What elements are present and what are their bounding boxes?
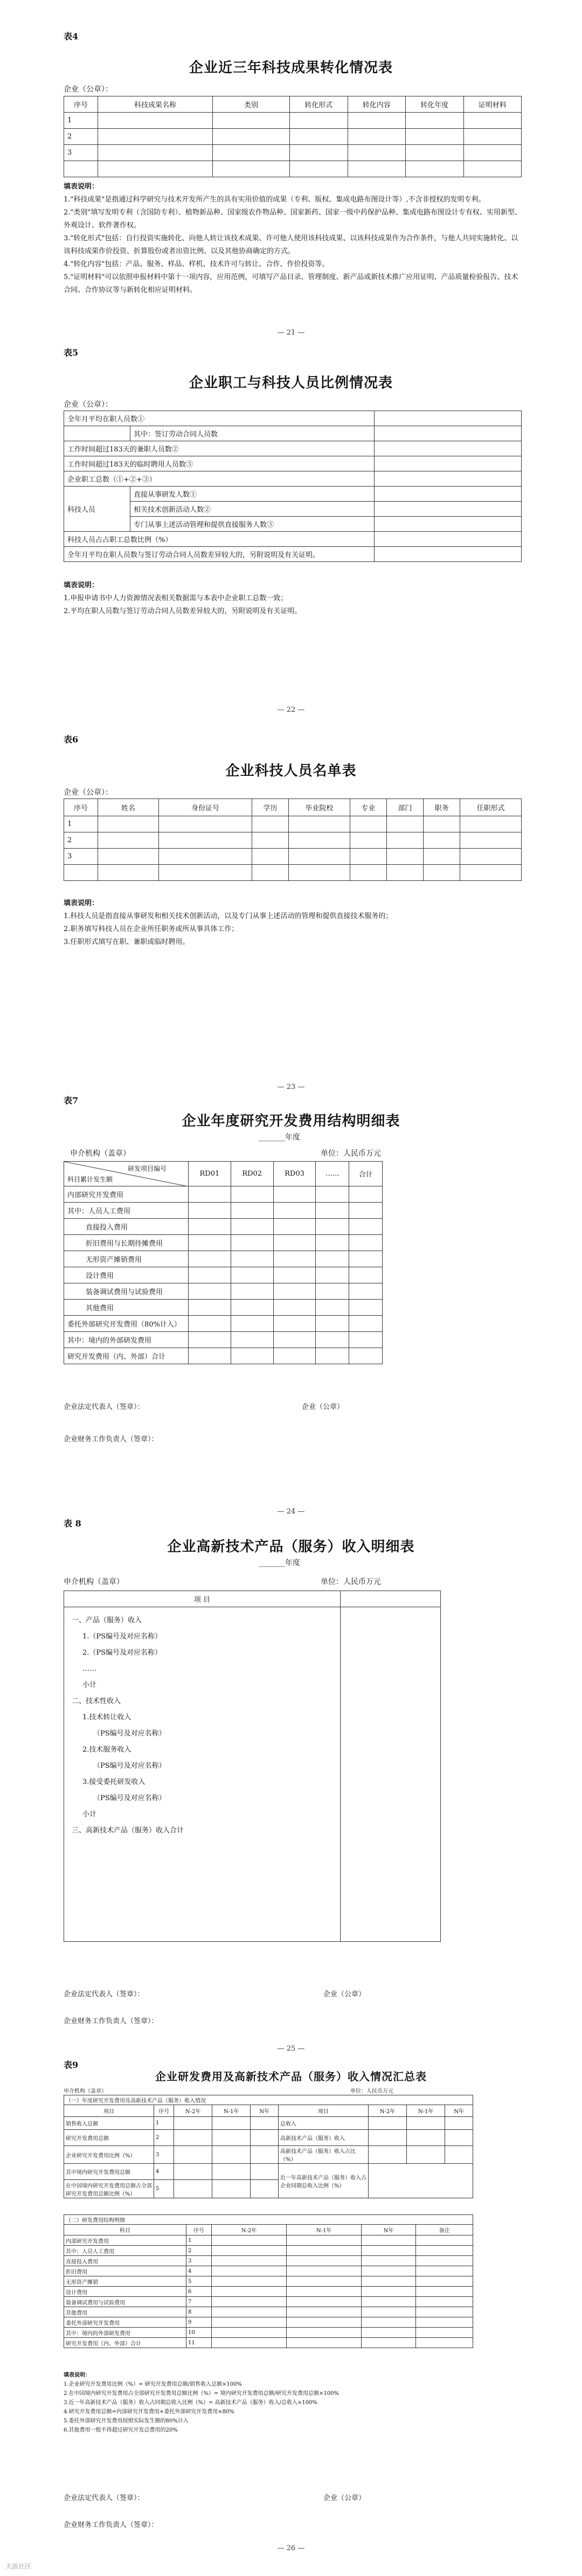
table-row [64, 849, 522, 865]
note-item: 2."类别"填写发明专利（含国防专利）、植物新品种、国家级农作物品种、国家新药、国家一级中药保护品种、集成电路布图设计专有权、实用新型、外观设计、软件著作权。 [64, 209, 522, 230]
table-row: 装备调试费用与试验费用 7 [64, 2297, 473, 2307]
row-label: 设计费用 [64, 1267, 189, 1283]
table-row [64, 2130, 473, 2146]
row-number: 2 [64, 832, 98, 849]
header-cell: 项目 [278, 2105, 368, 2117]
header-cell: N-1年 [212, 2105, 251, 2117]
row-label: 设计费用 [64, 2287, 186, 2297]
page-number: — 23 — [277, 1083, 305, 1091]
row-sublabel: 相关技术创新活动人数② [130, 502, 375, 517]
legal-rep-signature: 企业法定代表人（签章）： [64, 1990, 144, 1998]
notes-title: 填表说明： [64, 2372, 91, 2378]
header-cell: 转化年度 [406, 96, 464, 113]
header-cell: 备注 [416, 2225, 473, 2235]
header-cell: 转化内容 [348, 96, 406, 113]
table9-section2 [64, 2214, 473, 2348]
table8-org: 申介机构（盖章） [64, 1578, 124, 1586]
table-row [64, 1316, 383, 1332]
row-label: 在中国境内研究开发费用总额占全部研究开发费用总额比例（%） [64, 2180, 154, 2198]
company-seal: 企业（公章） [302, 1403, 344, 1411]
note-item: 4.研究开发费用总额=内部研究开发费用+委托外部研究开发费用×80% [64, 2409, 234, 2415]
table4-tag: 表4 [64, 31, 79, 41]
table6-tag: 表6 [64, 734, 79, 745]
header-cell: N年 [445, 2105, 473, 2117]
table-row [64, 487, 522, 502]
table-row [64, 816, 522, 832]
income-line: （PS编号及对应名称） [93, 1794, 166, 1802]
row-number: 1 [64, 816, 98, 832]
table7-year: _______年度 [259, 1133, 300, 1142]
notes-title: 填表说明： [64, 899, 99, 907]
page-number: — 24 — [277, 1508, 305, 1516]
header-cell: N-1年 [287, 2225, 362, 2235]
income-items [64, 1607, 341, 1942]
row-label: 研究开发费用总额 [64, 2130, 154, 2146]
row-label: 内部研究开发费用 [64, 2235, 186, 2246]
table7-grid [64, 1161, 383, 1364]
header-cell: 项目 [64, 2105, 154, 2117]
header-cell: 毕业院校 [289, 799, 350, 816]
header-cell: 专业 [350, 799, 386, 816]
table7-org: 申介机构（盖章） [70, 1149, 130, 1158]
income-line: …… [82, 1665, 96, 1673]
row-label: 科技人员占占职工总数比例（%） [64, 532, 375, 547]
income-line: 二、技术性收入 [72, 1697, 121, 1705]
watermark: 天涯社区 [5, 2563, 32, 2570]
table8-year: _______年度 [259, 1559, 300, 1567]
header-cell: 职务 [424, 799, 460, 816]
row-number: 1 [64, 113, 98, 129]
table-row [64, 865, 522, 881]
table-row [64, 1203, 383, 1219]
row-label: 其他费用 [64, 2307, 186, 2317]
table9-org: 申介机构（盖章） [64, 2088, 107, 2094]
table-row [64, 129, 522, 145]
header-cell: 合计 [349, 1162, 383, 1186]
row-label: 无形资产摊销费用 [64, 1251, 189, 1267]
row-label: 全年月平均在职人员数与签订劳动合同人员数差异较大的，另附说明及有关证明。 [64, 547, 375, 562]
table-row: 设计费用 6 [64, 2287, 473, 2297]
company-seal: 企业（公章） [323, 1990, 366, 1998]
table-row [64, 145, 522, 161]
table-row [64, 502, 522, 517]
row-label: 无形资产摊销 [64, 2276, 186, 2287]
note-item: 1.科技人员是指直接从事研发和相关技术创新活动，以及专门从事上述活动的管理和提供直接技术服务的； [64, 912, 393, 920]
row-label: 其中境内研究开发费用总额 [64, 2164, 154, 2180]
legal-rep-signature: 企业法定代表人（签章）： [64, 2494, 144, 2502]
row-label: 近一年高新技术产品（服务）收入占企业同期总收入比例（%） [278, 2164, 368, 2198]
row-label: 其中：人员人工费用 [64, 2246, 186, 2256]
table4-unit: 企业（公章）： [64, 85, 113, 94]
table-row [64, 2146, 473, 2164]
income-line: 3.接受委托研发收入 [82, 1778, 146, 1786]
header-cell: N-2年 [212, 2225, 287, 2235]
header-cell: …… [316, 1162, 349, 1186]
income-line: （PS编号及对应名称） [93, 1762, 166, 1770]
legal-rep-signature: 企业法定代表人（签章）： [64, 1403, 144, 1411]
table7-tag: 表7 [64, 1095, 79, 1106]
row-label: 高新技术产品（服务）收入 [278, 2130, 368, 2146]
company-seal: 企业（公章） [323, 2494, 366, 2502]
row-label: 研究开发费用（内、外部）合计 [64, 1348, 189, 1364]
header-cell: RD03 [273, 1162, 316, 1186]
header-cell: N-1年 [407, 2105, 445, 2117]
table9-tag: 表9 [64, 2060, 79, 2070]
income-line: 小计 [82, 1810, 97, 1818]
table7-title: 企业年度研究开发费用结构明细表 [182, 1113, 400, 1129]
table8-tag: 表 8 [64, 1518, 81, 1529]
note-item: 1.申报申请书中人力资源情况表相关数据需与本表中企业职工总数一致； [64, 594, 288, 602]
table8-grid [64, 1591, 441, 1942]
header-cell: N年 [362, 2225, 416, 2235]
row-label: 销售收入总额 [64, 2117, 154, 2130]
table9-title: 企业研发费用及高新技术产品（服务）收入情况汇总表 [155, 2070, 427, 2083]
header-cell: 项 目 [64, 1591, 341, 1607]
table6-notes [64, 897, 522, 949]
row-label: 折旧费用 [64, 2266, 186, 2276]
diagonal-header [64, 1162, 189, 1186]
income-line: 小计 [82, 1681, 97, 1689]
row-label: 委托外部研究开发费用（80%计入） [64, 1316, 189, 1332]
header-cell: N年 [251, 2105, 279, 2117]
page-number: — 21 — [277, 329, 305, 337]
income-line: 1.技术转让收入 [82, 1713, 131, 1721]
table-row [64, 456, 522, 471]
note-item: 1."科技成果"是指通过科学研究与技术开发所产生的具有实用价值的成果（专利、版权、集成电路布图设计等）,不含非授权的发明专利。 [64, 196, 486, 204]
row-label: 其中：人员人工费用 [64, 1203, 189, 1219]
row-label: 直接投入费用 [64, 2256, 186, 2266]
row-label: 工作时间超过183天的临时聘用人员数③ [64, 456, 375, 471]
table5-grid [64, 411, 522, 562]
table-row [64, 441, 522, 456]
row-label: 其中：境内的外部研发费用 [64, 2328, 186, 2338]
row-number: 2 [64, 129, 98, 145]
table4-grid [64, 96, 522, 177]
table-row [64, 547, 522, 562]
table-row [64, 832, 522, 849]
table8-unit: 单位：人民币万元 [321, 1578, 381, 1586]
header-cell: 科目 [64, 2225, 186, 2235]
header-cell: 转化形式 [290, 96, 348, 113]
note-item: 5."证明材料"可以依照申报材料中第十一项内容，应用范例，可填写产品目录、管理制度、新产品或新技术推广应用证明、产品质量检验报告、技术合同、合作协议等与新转化相应证明材料。 [64, 273, 518, 294]
table-row: 研究开发费用（内、外部）合计 11 [64, 2338, 473, 2348]
table-row: 折旧费用 4 [64, 2266, 473, 2276]
income-line: 2.技术服务收入 [82, 1746, 131, 1754]
row-sublabel: 其中：签订劳动合同人员数 [130, 426, 375, 441]
table8-title: 企业高新技术产品（服务）收入明细表 [167, 1539, 415, 1555]
table6-unit: 企业（公章）： [64, 788, 113, 797]
header-cell: N-2年 [174, 2105, 212, 2117]
table-row [64, 1251, 383, 1267]
page-number: — 22 — [277, 706, 305, 714]
row-label: 内部研究开发费用 [64, 1186, 189, 1203]
table5-title: 企业职工与科技人员比例情况表 [189, 375, 393, 391]
table5-unit: 企业（公章）： [64, 400, 113, 409]
table-row [64, 517, 522, 532]
table6-grid [64, 799, 522, 881]
table-row: 其他费用 8 [64, 2307, 473, 2317]
note-item: 3.近一年高新技术产品（服务）收入占同期总收入比例（%）= 高新技术产品（服务）收入/总收入×100% [64, 2400, 317, 2406]
table-row [64, 1219, 383, 1235]
table7-unit: 单位：人民币万元 [321, 1149, 381, 1158]
row-label: 委托外部研究开发费用 [64, 2317, 186, 2328]
table-row [64, 471, 522, 487]
row-label: 装备调试费用与试验费用 [64, 1283, 189, 1300]
note-item: 5.委托外部研究开发费用按照实际发生额的80%计入 [64, 2418, 189, 2424]
note-item: 6.其他费用一般不得超过研究开发总费用的20% [64, 2427, 178, 2433]
table5-tag: 表5 [64, 348, 79, 358]
table-row [64, 2117, 473, 2130]
table6-title: 企业科技人员名单表 [225, 763, 357, 779]
row-label: 研究开发费用（内、外部）合计 [64, 2338, 186, 2348]
table5-notes [64, 579, 522, 618]
table-row [64, 1348, 383, 1364]
income-line: （PS编号及对应名称） [93, 1730, 166, 1738]
row-number: 3 [64, 145, 98, 161]
header-cell: 科技成果名称 [98, 96, 213, 113]
header-cell: 序号 [154, 2105, 174, 2117]
row-label: 其他费用 [64, 1300, 189, 1316]
header-cell: 序号 [186, 2225, 212, 2235]
income-line: 1.（PS编号及对应名称） [82, 1633, 162, 1641]
notes-title: 填表说明： [64, 581, 99, 589]
table-row: 内部研究开发费用 1 [64, 2235, 473, 2246]
header-cell: 序号 [64, 799, 98, 816]
page-number: — 26 — [277, 2544, 305, 2552]
row-sublabel: 直接从事研发人数① [130, 487, 375, 502]
row-number: 3 [64, 849, 98, 865]
row-label: 企业职工总数（①+②+③） [64, 471, 375, 487]
header-cell: 学历 [252, 799, 289, 816]
table-row: 无形资产摊销 5 [64, 2276, 473, 2287]
table4-title: 企业近三年科技成果转化情况表 [189, 60, 393, 76]
table-row: 其中：境内的外部研发费用 10 [64, 2328, 473, 2338]
income-line: 一、产品（服务）收入 [72, 1616, 142, 1624]
row-label: 高新技术产品（服务）收入占比（%） [278, 2146, 368, 2164]
table-row [64, 113, 522, 129]
section-title: （二）研发费用结构明细 [64, 2215, 473, 2225]
table-row [64, 1283, 383, 1300]
note-item: 1.企业研究开发费用比例（%）= 研究开发费用总额/销售收入总额×100% [64, 2381, 242, 2387]
row-label: 其中：境内的外部研发费用 [64, 1332, 189, 1348]
note-item: 2.平均在职人员数与签订劳动合同人员数差异较大的，另附说明及有关证明。 [64, 607, 302, 615]
row-label: 工作时间超过183天的兼职人员数② [64, 441, 375, 456]
row-sublabel: 专门从事上述活动管理和提供直接服务人数③ [130, 517, 375, 532]
row-number: 1 [154, 2117, 174, 2130]
header-cell: RD02 [231, 1162, 273, 1186]
header-cell: 身份证号 [159, 799, 252, 816]
table-row [64, 1186, 383, 1203]
income-line: 2.（PS编号及对应名称） [82, 1649, 162, 1657]
table4-notes [64, 180, 522, 297]
header-cell: 证明材料 [463, 96, 522, 113]
header-cell: 部门 [386, 799, 423, 816]
page-number: — 25 — [277, 2045, 305, 2053]
table-row [64, 1332, 383, 1348]
table-row: 委托外部研究开发费用 9 [64, 2317, 473, 2328]
header-cell: 序号 [64, 96, 98, 113]
row-label: 直接投入费用 [64, 1219, 189, 1235]
table-row [64, 411, 522, 426]
diagonal-top-label: 研发项目编号 [127, 1165, 167, 1172]
header-cell: 姓名 [98, 799, 159, 816]
header-cell: RD01 [189, 1162, 231, 1186]
row-number: 2 [154, 2130, 174, 2146]
table-row: 其中：人员人工费用 2 [64, 2246, 473, 2256]
row-label: 总收入 [278, 2117, 368, 2130]
row-label: 折旧费用与长期待摊费用 [64, 1235, 189, 1251]
header-cell: 任职形式 [460, 799, 522, 816]
table-row [64, 161, 522, 177]
note-item: 4."转化内容"包括：产品、服务、样品、样机、技术许可与转让、合作、作价投资等。 [64, 260, 329, 268]
finance-signature: 企业财务工作负责人（签章）： [64, 2017, 158, 2025]
header-cell: 类别 [213, 96, 290, 113]
table9-unit: 单位：人民币万元 [350, 2088, 393, 2094]
row-label: 装备调试费用与试验费用 [64, 2297, 186, 2307]
finance-signature: 企业财务工作负责人（签章）： [64, 2521, 158, 2529]
note-item: 3.任职形式填写在职、兼职或临时聘用。 [64, 938, 190, 946]
table-row [64, 532, 522, 547]
note-item: 2.在中国境内研究开发费用占全部研究开发费用总额比例（%）= 境内研究开发费用总额/研究开发费用总额×100% [64, 2391, 339, 2397]
row-label: 科技人员 [64, 487, 130, 532]
table-row [64, 426, 522, 441]
row-number: 4 [154, 2164, 174, 2180]
row-number: 5 [154, 2180, 174, 2198]
finance-signature: 企业财务工作负责人（签章）： [64, 1435, 158, 1443]
table-row: 直接投入费用 3 [64, 2256, 473, 2266]
note-item: 3."转化形式"包括：自行投资实施转化、向他人转让该技术成果、许可他人使用该科技成果、以该科技成果作为合作条件，与他人共同实施转化、以该科技成果作价投资、折算股份或者出资比例、以及其他协商确定的方式。 [64, 234, 518, 255]
row-label: 全年月平均在职人员数① [64, 411, 375, 426]
note-item: 2.职务填写科技人员在企业所任职务或所从事具体工作； [64, 925, 239, 933]
row-number: 3 [154, 2146, 174, 2164]
table9-notes [64, 2371, 473, 2435]
header-cell: N-2年 [368, 2105, 406, 2117]
income-line: 三、高新技术产品（服务）收入合计 [72, 1827, 184, 1835]
diagonal-bottom-label: 科目累计发生额 [67, 1176, 113, 1183]
table-row [64, 1235, 383, 1251]
table-row [64, 1267, 383, 1283]
notes-title: 填表说明： [64, 183, 99, 191]
row-label: 企业研究开发费用比例（%） [64, 2146, 154, 2164]
section-title: （一）年度研究开发费用及高新技术产品（服务）收入情况 [64, 2095, 473, 2105]
table-row [64, 2164, 473, 2180]
table-row [64, 1300, 383, 1316]
table9-section1 [64, 2095, 473, 2198]
